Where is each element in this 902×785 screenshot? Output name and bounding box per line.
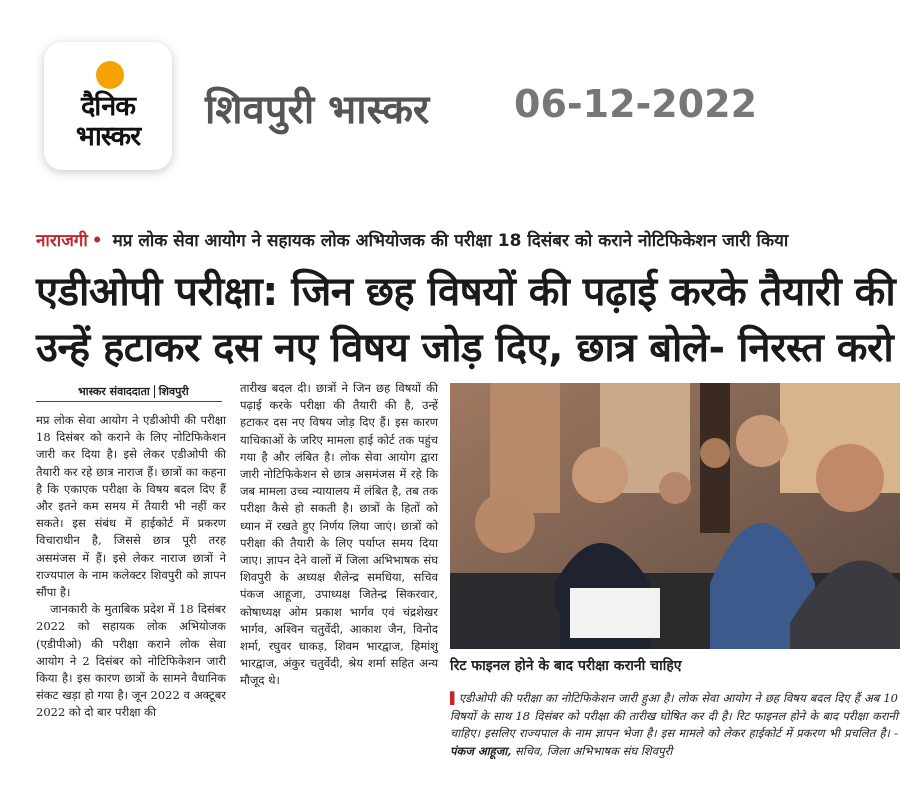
bullet-icon: • [91, 231, 103, 251]
quote-box [450, 690, 898, 760]
kicker-text: मप्र लोक सेवा आयोग ने सहायक लोक अभियोजक की परीक्षा 18 दिसंबर को कराने नोटिफिकेशन जारी किया [112, 231, 789, 251]
headline-line2: उन्हें हटाकर दस नए विषय जोड़ दिए, छात्र बोले- निरस्त करो [36, 325, 894, 371]
quote-role: सचिव, जिला अभिभाषक संघ शिवपुरी [514, 743, 673, 758]
quote-text: एडीओपी की परीक्षा का नोटिफिकेशन जारी हुआ है। लोक सेवा आयोग ने छह विषय बदल दिए हैं अब 10 विषयों के साथ 18 दिसंबर को परीक्षा की तारीख घोषित कर दी है। रिट फाइनल होने के बाद परीक्षा करानी चाहिए। इसलिए राज्यपाल के नाम ज्ञापन भेजा है। इस मामले को लेकर हाईकोर्ट में प्रकरण भी प्रचलित है। - [450, 691, 898, 740]
article-paragraph: जानकारी के मुताबिक प्रदेश में 18 दिसंबर 2022 को सहायक लोक अभियोजक (एडीपीओ) की परीक्षा कराने लोक सेवा आयोग ने 2 दिसंबर को नोटिफिकेशन जारी किया है। इस कारण छात्रों के सामने वैधानिक संकट खड़ा हो गया है। जून 2022 व अक्टूबर 2022 को दो बार परीक्षा की [36, 602, 226, 720]
quote-author: पंकज आहूजा, [450, 743, 512, 758]
photo-caption: रिट फाइनल होने के बाद परीक्षा करानी चाहिए [450, 658, 682, 674]
dainik-bhaskar-logo [44, 42, 172, 170]
kicker-tag: नाराजगी [36, 231, 88, 251]
logo-line1: दैनिक [80, 91, 136, 122]
edition-title: शिवपुरी भास्कर [205, 87, 430, 133]
byline-place: शिवपुरी [154, 385, 189, 398]
byline-source: भास्कर संवाददाता [78, 385, 150, 398]
news-photo [450, 383, 900, 649]
article-column-1 [36, 412, 226, 722]
headline-line1: एडीओपी परीक्षा: जिन छह विषयों की पढ़ाई करके तैयारी की [36, 269, 896, 315]
byline [78, 384, 189, 399]
sun-logo-icon [96, 61, 124, 89]
logo-line2: भास्कर [75, 121, 141, 152]
kicker [36, 228, 788, 251]
quote-marker-icon: ▌ [450, 691, 459, 705]
article-paragraph: तारीख बदल दी। छात्रों ने जिन छह विषयों की पढ़ाई करके परीक्षा की तैयारी की है, उन्हें हटाकर दस नए विषय जोड़ दिए हैं। इस कारण याचिकाओं के जरिए मामला हाई कोर्ट तक पहुंच गया है और लंबित है। लोक सेवा आयोग द्वारा जारी नोटिफिकेशन से छात्र असमंजस में रहे कि जब मामला उच्च न्यायालय में लंबित है, तब तक परीक्षा कैसे हो सकती है। छात्रों के हितों को ध्यान में रखते हुए निर्णय लिया जाएं। छात्रों को परीक्षा की तैयारी के लिए पर्याप्त समय दिया जाए। ज्ञापन देने वालों में जिला अभिभाषक संघ शिवपुरी के अध्यक्ष शैलेन्द्र समधिया, सचिव पंकज आहूजा, उपाध्यक्ष जितेन्द्र सिकरवार, कोषाध्यक्ष ओम प्रकाश भार्गव एवं चंद्रशेखर भार्गव, अश्विन चतुर्वेदी, आकाश जैन, विनोद शर्मा, रघुवर धाकड़, शिवम भारद्वाज, हिमांशु भारद्वाज, अंकुर चतुर्वेदी, श्रेय शर्मा सहित अन्य मौजूद थे। [240, 381, 438, 688]
byline-divider [36, 401, 222, 402]
article-column-2 [240, 380, 438, 690]
article-paragraph: मप्र लोक सेवा आयोग ने एडीओपी की परीक्षा 18 दिसंबर को कराने के लिए नोटिफिकेशन जारी कर दिया है। इसे लेकर एडीओपी की तैयारी कर रहे छात्र नाराज हैं। छात्रों का कहना है कि एकाएक परीक्षा के विषय बदल दिए हैं और इतने कम समय में तैयारी भी नहीं कर सकते। इस संबंध में हाईकोर्ट में प्रकरण विचाराधीन है, जिससे छात्र पूरी तरह असमंजस में हैं। इसे लेकर नाराज छात्रों ने राज्यपाल के नाम कलेक्टर शिवपुरी को ज्ञापन सौंपा है। [36, 413, 226, 600]
edition-date: 06-12-2022 [514, 82, 758, 126]
